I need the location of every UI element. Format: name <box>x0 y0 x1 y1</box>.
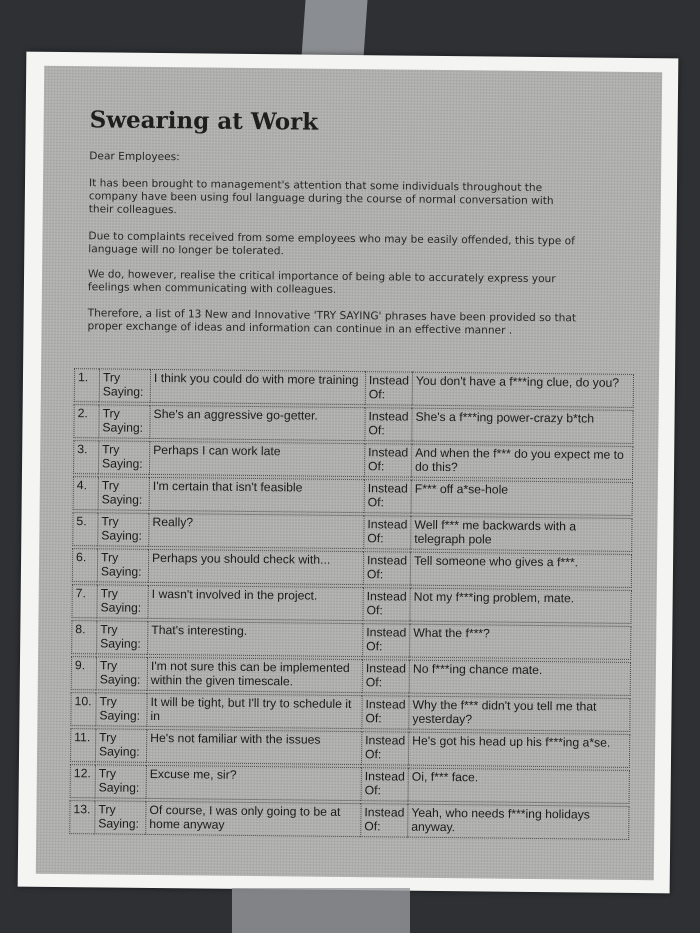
instead-of-label: Instead Of: <box>363 551 410 585</box>
instead-of-label: Instead Of: <box>360 803 407 837</box>
row-number: 8. <box>71 620 96 654</box>
instead-of-phrase: You don't have a f***ing clue, do you? <box>412 372 634 408</box>
try-saying-phrase: He's not familiar with the issues <box>146 729 361 765</box>
paragraph-1: It has been brought to management's attention that some individuals throughout the company have been using foul language during the course of normal conversation with their colleagues. <box>88 177 554 217</box>
instead-of-label: Instead Of: <box>361 695 408 729</box>
instead-of-label: Instead Of: <box>361 731 408 765</box>
table-row <box>73 440 633 480</box>
try-saying-phrase: I wasn't involved in the project. <box>147 585 362 621</box>
row-number: 13. <box>69 800 94 834</box>
row-number: 7. <box>71 584 96 618</box>
instead-of-label: Instead Of: <box>363 515 410 549</box>
instead-of-phrase: Tell someone who gives a f***. <box>410 552 632 588</box>
table-row <box>70 728 630 768</box>
instead-of-phrase: He's got his head up his f***ing a*se. <box>408 732 630 768</box>
try-saying-label: Try Saying: <box>99 368 150 403</box>
table-row <box>73 476 633 516</box>
table-row <box>72 512 632 552</box>
try-saying-phrase: Perhaps I can work late <box>149 441 364 477</box>
try-saying-label: Try Saying: <box>94 800 145 835</box>
try-saying-phrase: Really? <box>148 513 363 549</box>
try-saying-phrase: That's interesting. <box>147 621 362 657</box>
try-saying-label: Try Saying: <box>98 476 149 511</box>
row-number: 4. <box>73 476 98 510</box>
row-number: 9. <box>71 656 96 690</box>
table-row <box>70 764 630 804</box>
instead-of-phrase: She's a f***ing power-crazy b*tch <box>411 408 633 444</box>
instead-of-phrase: Oi, f*** face. <box>408 768 630 804</box>
row-number: 5. <box>72 512 97 546</box>
instead-of-label: Instead Of: <box>362 623 409 657</box>
try-saying-label: Try Saying: <box>98 404 149 439</box>
try-saying-label: Try Saying: <box>98 440 149 475</box>
instead-of-label: Instead Of: <box>361 767 408 801</box>
row-number: 2. <box>73 404 98 438</box>
try-saying-label: Try Saying: <box>95 764 146 799</box>
instead-of-label: Instead Of: <box>364 443 411 477</box>
instead-of-phrase: Well f*** me backwards with a telegraph pole <box>410 516 632 552</box>
try-saying-label: Try Saying: <box>97 512 148 547</box>
instead-of-label: Instead Of: <box>362 587 409 621</box>
instead-of-phrase: What the f***? <box>409 624 631 660</box>
table-row <box>71 656 631 696</box>
table-row <box>71 620 631 660</box>
try-saying-label: Try Saying: <box>95 728 146 763</box>
try-saying-label: Try Saying: <box>96 620 147 655</box>
instead-of-phrase: Not my f***ing problem, mate. <box>409 588 631 624</box>
table-row <box>71 584 631 624</box>
page-title: Swearing at Work <box>89 106 319 136</box>
table-row <box>72 548 632 588</box>
paper-sheet <box>18 52 679 894</box>
row-number: 6. <box>72 548 97 582</box>
greeting: Dear Employees: <box>89 150 180 164</box>
try-saying-phrase: I'm certain that isn't feasible <box>149 477 364 513</box>
try-saying-phrase: I'm not sure this can be implemented within the given timescale. <box>147 657 362 693</box>
instead-of-phrase: F*** off a*se-hole <box>411 480 633 516</box>
phrase-table <box>69 366 634 842</box>
row-number: 3. <box>73 440 98 474</box>
try-saying-phrase: She's an aggressive go-getter. <box>149 405 364 441</box>
instead-of-label: Instead Of: <box>365 371 412 405</box>
photocopy-area <box>36 66 662 880</box>
paragraph-3: We do, however, realise the critical importance of being able to accurately express your feelings when communicating with colleagues. <box>87 268 556 296</box>
try-saying-phrase: I think you could do with more training <box>150 369 365 405</box>
paragraph-2: Due to complaints received from some employees who may be easily offended, this type of language will no longer be tolerated. <box>88 230 575 258</box>
instead-of-phrase: No f***ing chance mate. <box>409 660 631 696</box>
try-saying-phrase: Of course, I was only going to be at home anyway <box>145 801 360 837</box>
tape-bottom <box>232 888 410 933</box>
table-row <box>70 692 630 732</box>
instead-of-label: Instead Of: <box>364 407 411 441</box>
try-saying-label: Try Saying: <box>95 692 146 727</box>
paragraph-4: Therefore, a list of 13 New and Innovative 'TRY SAYING' phrases have been provided so that proper exchange of ideas and information can continue in an effective manner . <box>87 307 577 337</box>
table-row <box>69 800 629 840</box>
row-number: 11. <box>70 728 95 762</box>
try-saying-phrase: Excuse me, sir? <box>146 765 361 801</box>
try-saying-phrase: It will be tight, but I'll try to schedule it in <box>146 693 361 729</box>
instead-of-label: Instead Of: <box>364 479 411 513</box>
try-saying-phrase: Perhaps you should check with... <box>148 549 363 585</box>
instead-of-phrase: And when the f*** do you expect me to do this? <box>411 444 633 480</box>
table-row <box>74 368 634 408</box>
try-saying-label: Try Saying: <box>96 656 147 691</box>
instead-of-phrase: Yeah, who needs f***ing holidays anyway. <box>407 804 629 840</box>
table-row <box>73 404 633 444</box>
instead-of-label: Instead Of: <box>362 659 409 693</box>
instead-of-phrase: Why the f*** didn't you tell me that yesterday? <box>408 696 630 732</box>
try-saying-label: Try Saying: <box>97 548 148 583</box>
row-number: 12. <box>70 764 95 798</box>
row-number: 1. <box>74 368 99 402</box>
try-saying-label: Try Saying: <box>96 584 147 619</box>
row-number: 10. <box>70 692 95 726</box>
